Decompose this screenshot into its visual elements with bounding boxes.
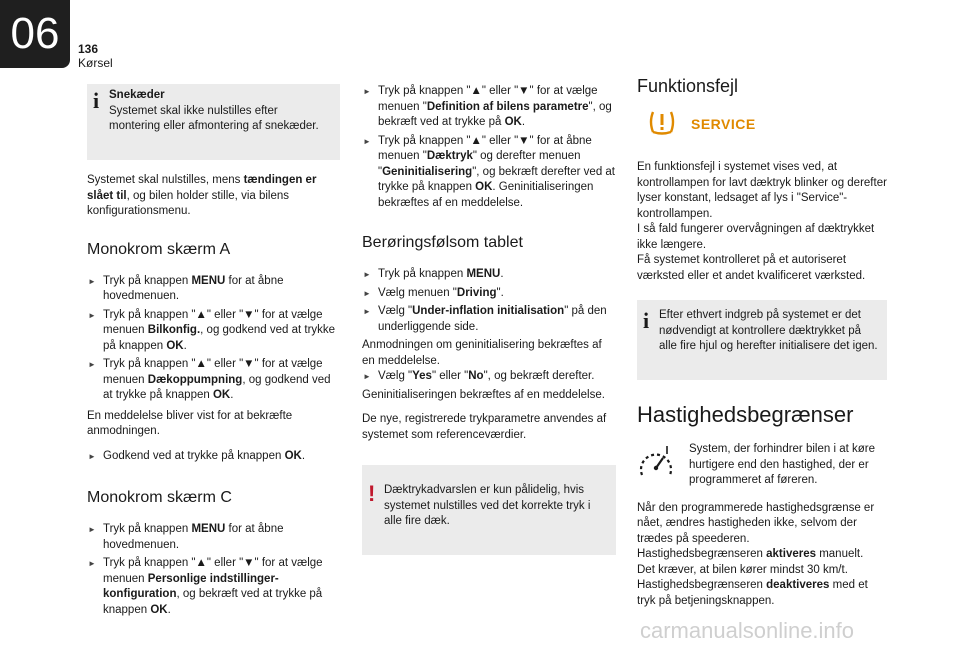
list-item: ► Tryk på knappen "▲" eller "▼" for at åbne menuen "Dæktryk" og derefter menuen "Geninitialisering", og bekræft derefter ved at trykke på knappen OK. Geninitialiseringen bekræftes af en meddelelse. bbox=[362, 134, 616, 212]
fault-heading: Funktionsfejl bbox=[637, 76, 739, 96]
limiter-description: System, der forhindrer bilen i at køre hurtigere end den hastighed, der er programmeret af føreren. bbox=[689, 443, 875, 486]
speedometer-icon bbox=[637, 442, 675, 488]
list-item: ► Tryk på knappen "▲" eller "▼" for at vælge menuen "Definition af bilens parametre", og bekræft ved at trykke på OK. bbox=[362, 84, 616, 131]
touch-line-1: Anmodningen om geninitialisering bekræftes af en meddelelse. bbox=[362, 339, 602, 367]
page-number: 136 bbox=[78, 42, 99, 56]
confirm-text: En meddelelse bliver vist for at bekræfte anmodningen. bbox=[87, 409, 293, 437]
watermark: carmanualsonline.info bbox=[640, 618, 855, 643]
touch-line-3: De nye, registrerede trykparametre anvendes af systemet som referenceværdier. bbox=[362, 413, 607, 441]
list-item: ► Godkend ved at trykke på knappen OK. bbox=[87, 449, 340, 465]
info-box-text: Efter ethvert indgreb på systemet er det nødvendigt at kontrollere dæktrykket på alle fire hjul og herefter initialisere det igen. bbox=[659, 309, 878, 352]
touch-line-2: Geninitialiseringen bekræftes af en meddelelse. bbox=[362, 388, 605, 401]
intro-paragraph: Systemet skal nulstilles, mens tændingen er slået til, og bilen holder stille, via bilens konfigurationsmenu. bbox=[87, 174, 317, 217]
info-box-text: Systemet skal ikke nulstilles efter montering eller afmontering af snekæder. bbox=[109, 104, 319, 132]
chapter-tab: 06 bbox=[0, 0, 70, 68]
list-item: ► Tryk på knappen "▲" eller "▼" for at vælge menuen Bilkonfig., og godkend ved at trykke på knappen OK. bbox=[87, 308, 340, 355]
mono-a-steps bbox=[87, 274, 340, 404]
mono-a-heading: Monokrom skærm A bbox=[87, 240, 231, 258]
touch-step-4 bbox=[362, 369, 616, 385]
warning-icon: ! bbox=[368, 481, 376, 506]
limiter-text-4: Hastighedsbegrænseren deaktiveres med et tryk på betjeningsknappen. bbox=[637, 579, 868, 607]
mono-a-confirm-step bbox=[87, 449, 340, 465]
limiter-heading: Hastighedsbegrænser bbox=[637, 402, 854, 427]
list-item: ► Tryk på knappen MENU for at åbne hovedmenuen. bbox=[87, 274, 340, 305]
list-item: ► Vælg menuen "Driving". bbox=[362, 286, 616, 302]
column-1 bbox=[87, 84, 340, 623]
list-item: ► Tryk på knappen "▲" eller "▼" for at vælge menuen Personlige indstillinger-konfiguration, og bekræft ved at trykke på knappen OK. bbox=[87, 556, 340, 618]
list-item: ► Tryk på knappen MENU for at åbne hovedmenuen. bbox=[87, 522, 340, 553]
chapter-name: Kørsel bbox=[78, 56, 113, 70]
service-indicator: SERVICE bbox=[691, 116, 756, 133]
limiter-intro bbox=[637, 442, 887, 489]
list-item: ► Tryk på knappen MENU. bbox=[362, 267, 616, 283]
limiter-text-3: Det kræver, at bilen kører mindst 30 km/t. bbox=[637, 563, 848, 576]
reset-info-box bbox=[637, 300, 887, 380]
column-3 bbox=[637, 76, 887, 609]
warning-box bbox=[362, 465, 616, 555]
info-icon: i bbox=[93, 88, 100, 113]
limiter-text-2: Hastighedsbegrænseren aktiveres manuelt. bbox=[637, 548, 864, 560]
definition-steps bbox=[362, 84, 616, 211]
fault-text-2: I så fald fungerer overvågningen af dæktrykket ikke længere. bbox=[637, 223, 875, 251]
snow-chain-info-box bbox=[87, 84, 340, 160]
limiter-text-1: Når den programmerede hastighedsgrænse er nået, ændres hastigheden ikke, selvom der trædes på speederen. bbox=[637, 501, 875, 545]
column-2 bbox=[362, 84, 616, 555]
fault-text-1: En funktionsfejl i systemet vises ved, at kontrollampen for lavt dæktryk blinker og derefter lyser konstant, ledsaget af lys i "Service"-kontrollampen. bbox=[637, 161, 887, 220]
list-item: ► Tryk på knappen "▲" eller "▼" for at vælge menuen Dækoppumpning, og godkend ved at trykke på knappen OK. bbox=[87, 357, 340, 404]
touch-heading: Berøringsfølsom tablet bbox=[362, 234, 523, 251]
mono-c-steps bbox=[87, 522, 340, 618]
tyre-warning-icon bbox=[647, 108, 677, 142]
touch-steps bbox=[362, 267, 616, 335]
warning-text: Dæktrykadvarslen er kun pålidelig, hvis systemet nulstilles ved det korrekte tryk i alle fire dæk. bbox=[384, 484, 591, 527]
mono-c-heading: Monokrom skærm C bbox=[87, 489, 232, 506]
info-icon: i bbox=[643, 308, 650, 333]
list-item: ► Vælg "Under-inflation initialisation" på den underliggende side. bbox=[362, 304, 616, 335]
list-item: ► Vælg "Yes" eller "No", og bekræft derefter. bbox=[362, 369, 616, 385]
info-box-title: Snekæder bbox=[109, 89, 165, 101]
fault-text-3: Få systemet kontrolleret på et autoriseret værksted eller et andet kvalificeret værksted. bbox=[637, 254, 866, 282]
fault-indicators bbox=[647, 108, 887, 142]
